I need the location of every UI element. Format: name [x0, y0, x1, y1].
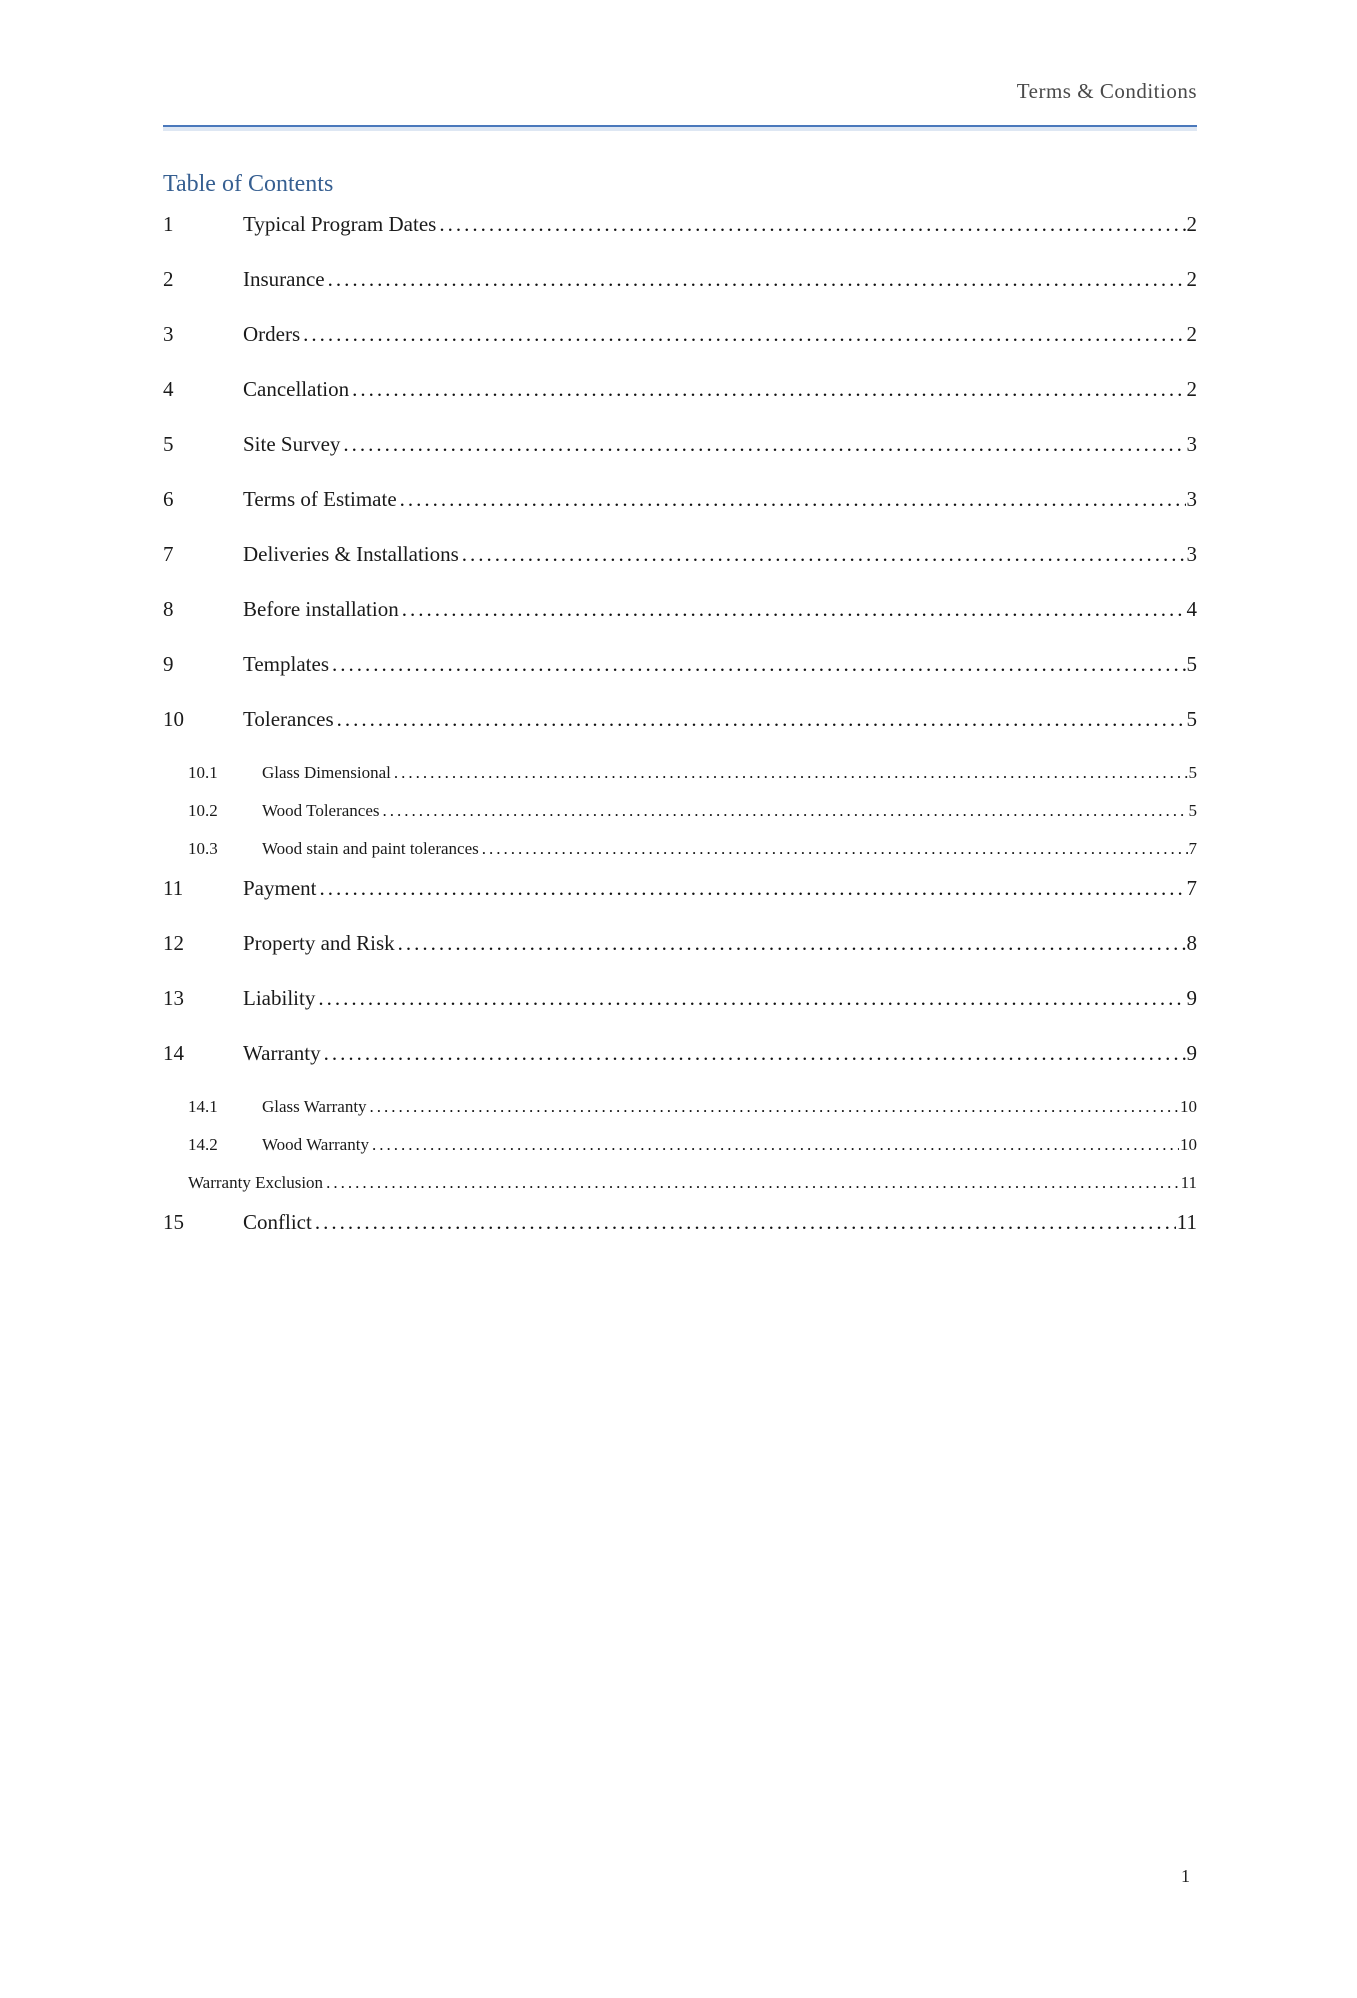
toc-entry-title: Site Survey	[243, 432, 341, 456]
toc-entry[interactable]	[163, 930, 1197, 957]
toc-entry-page: 5	[1186, 652, 1197, 676]
toc-entry[interactable]	[163, 266, 1197, 293]
toc-entry-title: Terms of Estimate	[243, 487, 397, 511]
toc-entry-title: Cancellation	[243, 377, 350, 401]
toc-entry-number: 10.1	[188, 763, 218, 782]
toc-dot-leader	[329, 651, 1186, 678]
page-number: 1	[1181, 1866, 1190, 1886]
toc-entry-number: 12	[163, 931, 184, 955]
toc-heading: Table of Contents	[163, 171, 334, 197]
toc-entry-page: 7	[1188, 839, 1197, 858]
toc-entry-page: 7	[1186, 876, 1197, 900]
toc-dot-leader	[459, 541, 1186, 568]
toc-entry-number: 10.3	[188, 839, 218, 858]
toc-dot-leader	[325, 266, 1186, 293]
toc-entry-title: Deliveries & Installations	[243, 542, 459, 566]
toc-entry-title: Warranty	[243, 1041, 321, 1065]
toc-entry[interactable]	[163, 837, 1197, 861]
toc-entry-page: 10	[1180, 1135, 1197, 1154]
toc-dot-leader	[395, 930, 1186, 957]
toc-entry[interactable]	[163, 211, 1197, 238]
toc-list	[163, 211, 1197, 1236]
toc-entry[interactable]	[163, 321, 1197, 348]
document-title: Terms & Conditions	[1016, 79, 1197, 103]
toc-entry-title: Glass Warranty	[262, 1097, 367, 1116]
toc-entry-title: Wood stain and paint tolerances	[262, 839, 479, 858]
toc-entry[interactable]	[163, 431, 1197, 458]
toc-entry-page: 4	[1186, 597, 1197, 621]
toc-entry-title: Before installation	[243, 597, 399, 621]
toc-entry[interactable]	[163, 875, 1197, 902]
toc-entry-title: Tolerances	[243, 707, 334, 731]
toc-entry-page: 5	[1188, 801, 1197, 820]
toc-entry-title: Liability	[243, 986, 316, 1010]
toc-entry-title: Typical Program Dates	[243, 212, 437, 236]
toc-entry[interactable]	[163, 799, 1197, 823]
toc-entry[interactable]	[163, 486, 1197, 513]
toc-entry[interactable]	[163, 651, 1197, 678]
toc-entry[interactable]	[163, 541, 1197, 568]
toc-entry[interactable]	[163, 985, 1197, 1012]
toc-entry-page: 3	[1186, 542, 1197, 566]
toc-entry-page: 2	[1186, 267, 1197, 291]
toc-entry-number: 5	[163, 432, 174, 456]
toc-dot-leader	[300, 321, 1185, 348]
toc-entry-title: Orders	[243, 322, 301, 346]
toc-entry-number: 8	[163, 597, 174, 621]
toc-entry-title: Wood Warranty	[262, 1135, 369, 1154]
toc-entry-number: 13	[163, 986, 184, 1010]
toc-entry-number: 9	[163, 652, 174, 676]
toc-entry-page: 10	[1180, 1097, 1197, 1116]
toc-entry-number: 11	[163, 876, 184, 900]
toc-entry-title: Glass Dimensional	[262, 763, 391, 782]
toc-entry[interactable]	[163, 596, 1197, 623]
toc-entry-page: 3	[1186, 432, 1197, 456]
toc-entry[interactable]	[163, 706, 1197, 733]
toc-entry-page: 9	[1186, 1041, 1197, 1065]
toc-entry[interactable]	[163, 761, 1197, 785]
toc-dot-leader	[315, 985, 1185, 1012]
toc-entry[interactable]	[163, 376, 1197, 403]
page-header	[163, 78, 1197, 127]
toc-entry-number: 2	[163, 267, 174, 291]
toc-entry-page: 11	[1180, 1173, 1197, 1192]
toc-entry-number: 10.2	[188, 801, 218, 820]
toc-entry-number: 10	[163, 707, 184, 731]
toc-entry-number: 14.2	[188, 1135, 218, 1154]
toc-entry-page: 2	[1186, 377, 1197, 401]
toc-dot-leader	[369, 1133, 1179, 1157]
toc-dot-leader	[397, 486, 1186, 513]
toc-entry[interactable]	[163, 1040, 1197, 1067]
toc-entry-page: 5	[1188, 763, 1197, 782]
toc-entry-number: 1	[163, 212, 174, 236]
toc-entry-number: 14	[163, 1041, 184, 1065]
toc-entry-title: Insurance	[243, 267, 325, 291]
toc-dot-leader	[399, 596, 1186, 623]
toc-dot-leader	[312, 1209, 1176, 1236]
toc-entry-page: 5	[1186, 707, 1197, 731]
toc-dot-leader	[380, 799, 1188, 823]
toc-entry[interactable]	[163, 1171, 1197, 1195]
toc-entry-number: 7	[163, 542, 174, 566]
toc-dot-leader	[349, 376, 1185, 403]
toc-entry-number: 3	[163, 322, 174, 346]
toc-entry[interactable]	[163, 1095, 1197, 1119]
toc-entry-number: 4	[163, 377, 174, 401]
toc-dot-leader	[479, 837, 1188, 861]
toc-entry-page: 9	[1186, 986, 1197, 1010]
toc-entry-page: 11	[1176, 1210, 1197, 1234]
toc-dot-leader	[340, 431, 1185, 458]
toc-entry-title: Conflict	[243, 1210, 312, 1234]
toc-dot-leader	[323, 1171, 1180, 1195]
toc-entry-page: 2	[1186, 212, 1197, 236]
toc-entry-number: 6	[163, 487, 174, 511]
toc-dot-leader	[367, 1095, 1179, 1119]
toc-dot-leader	[391, 761, 1188, 785]
toc-entry-title: Wood Tolerances	[262, 801, 380, 820]
toc-entry-title: Warranty Exclusion	[188, 1173, 324, 1192]
toc-entry[interactable]	[163, 1209, 1197, 1236]
toc-dot-leader	[436, 211, 1185, 238]
toc-entry-title: Templates	[243, 652, 329, 676]
toc-entry[interactable]	[163, 1133, 1197, 1157]
toc-entry-page: 2	[1186, 322, 1197, 346]
document-page	[0, 78, 1357, 1998]
toc-dot-leader	[321, 1040, 1186, 1067]
toc-dot-leader	[334, 706, 1186, 733]
toc-entry-title: Payment	[243, 876, 317, 900]
toc-dot-leader	[317, 875, 1186, 902]
toc-entry-page: 3	[1186, 487, 1197, 511]
toc-entry-page: 8	[1186, 931, 1197, 955]
toc-entry-title: Property and Risk	[243, 931, 395, 955]
toc-entry-number: 14.1	[188, 1097, 218, 1116]
toc-entry-number: 15	[163, 1210, 184, 1234]
